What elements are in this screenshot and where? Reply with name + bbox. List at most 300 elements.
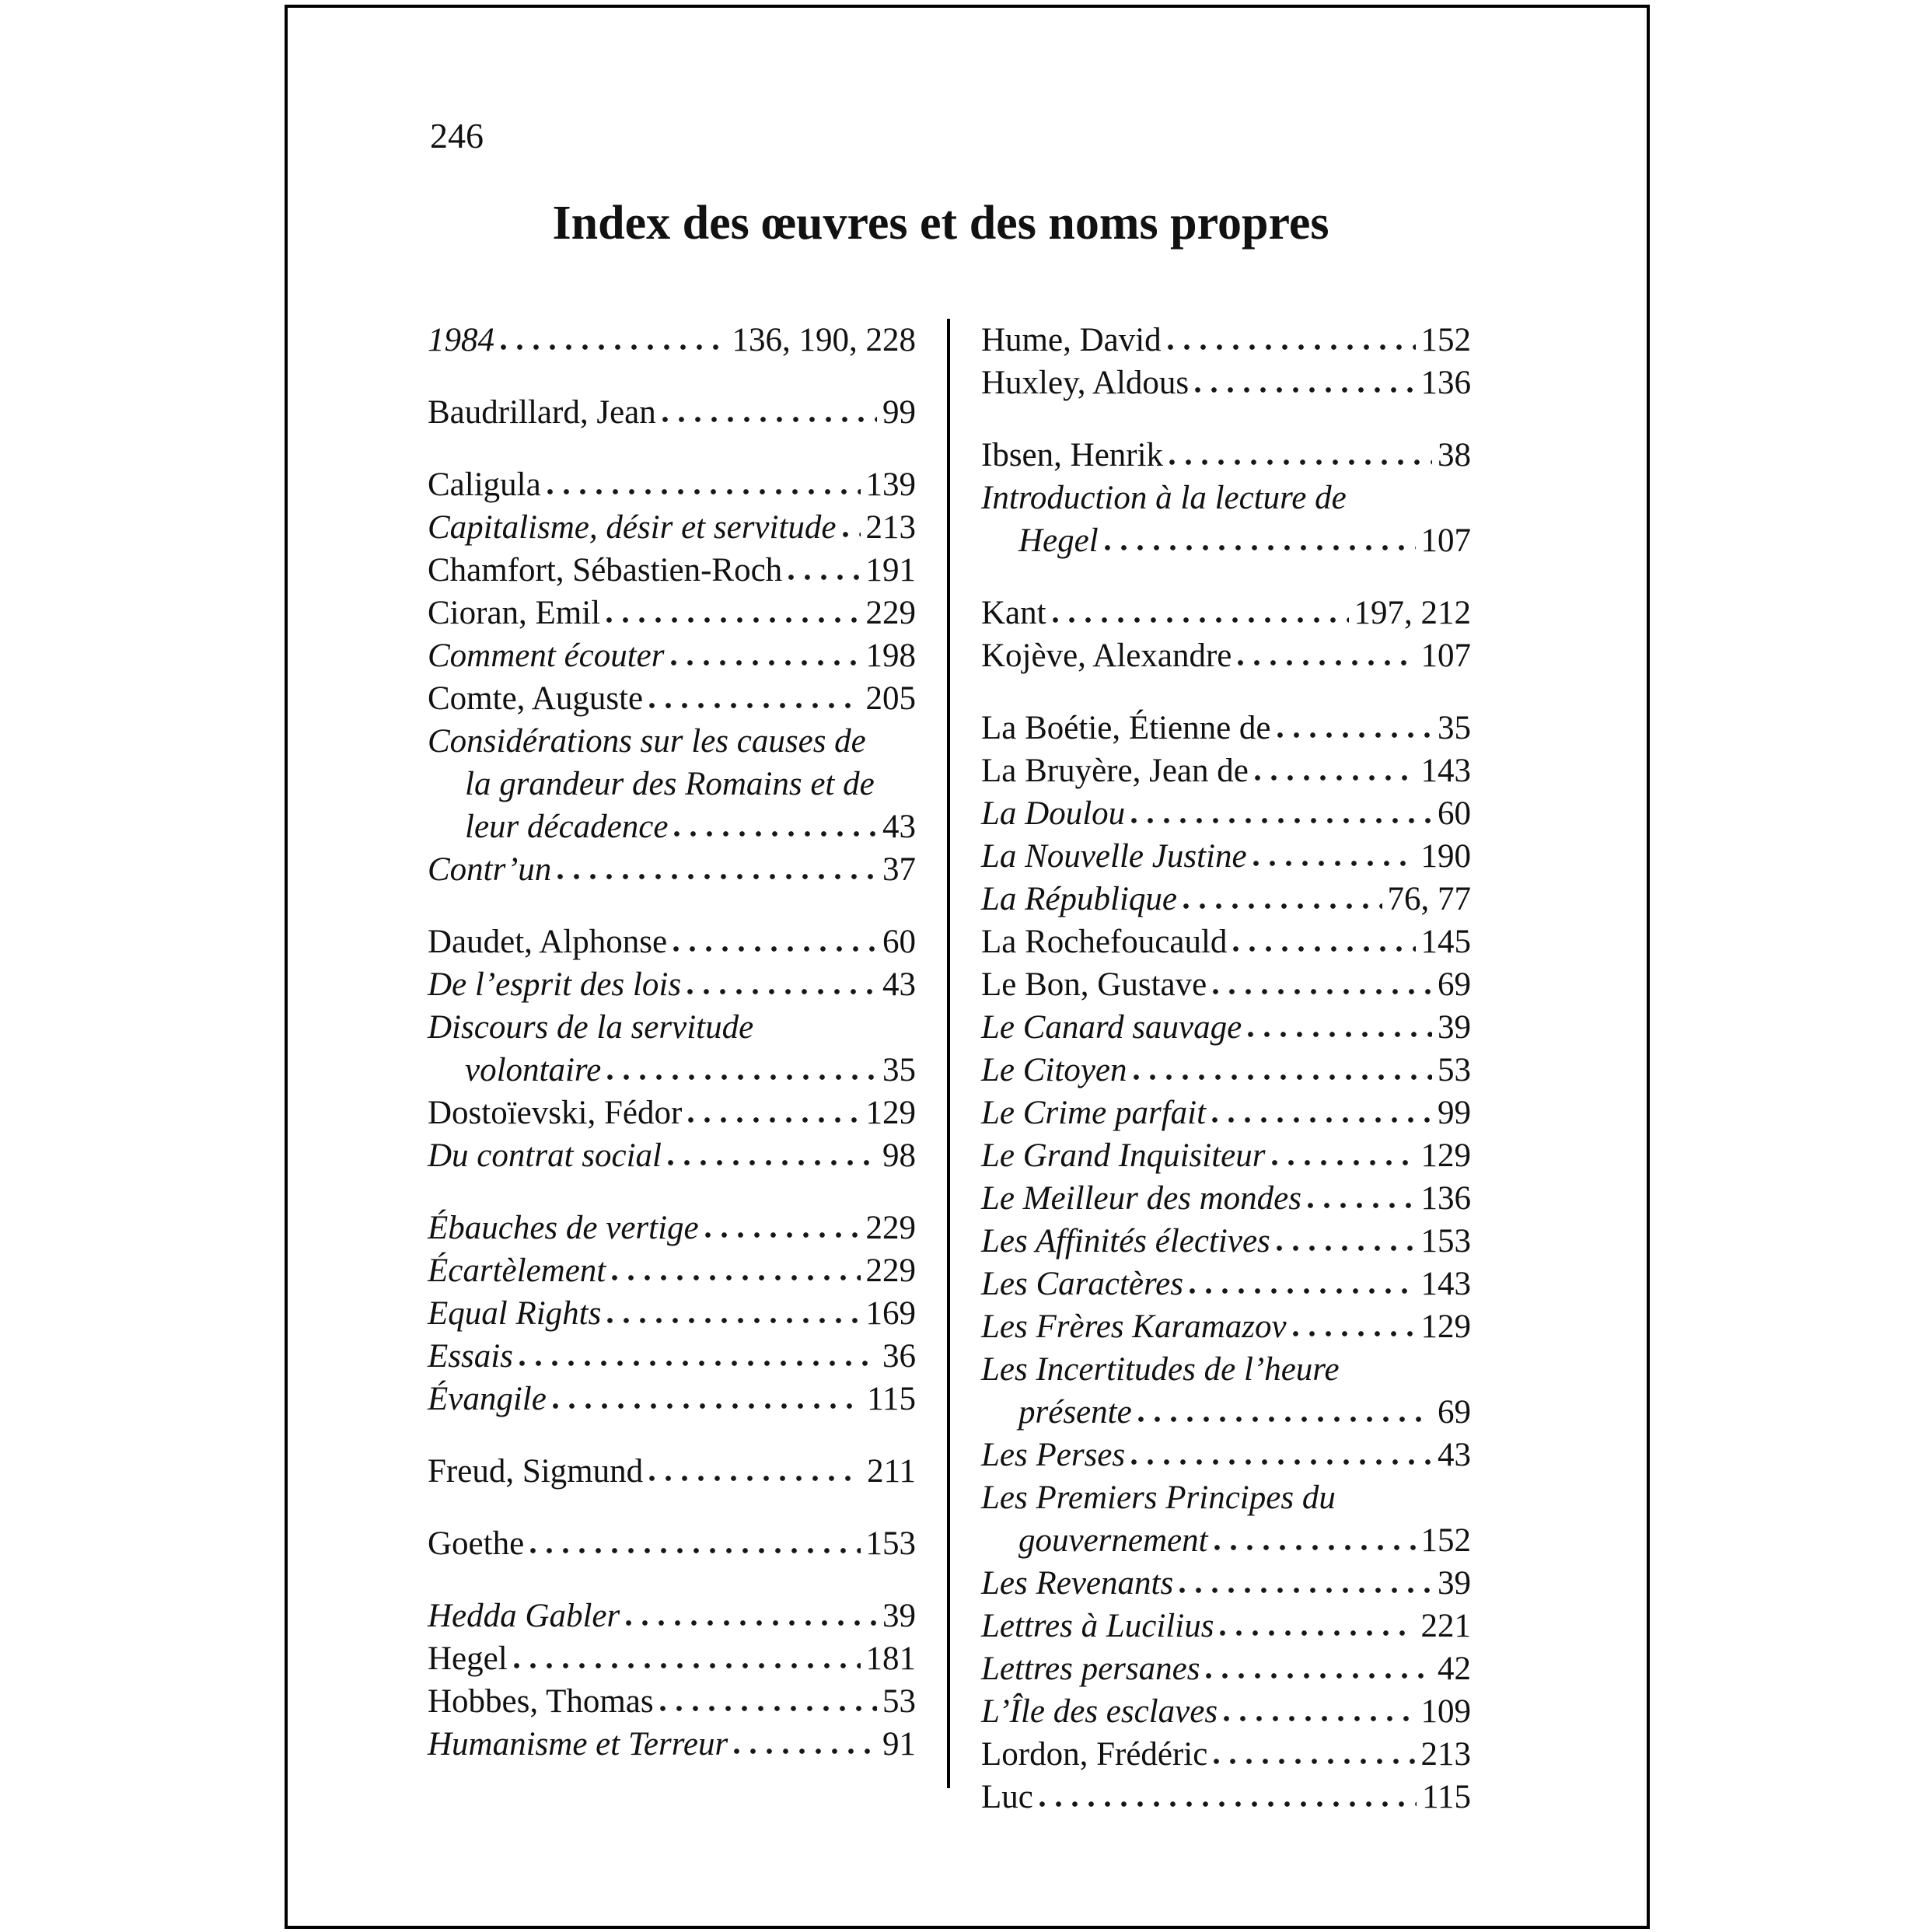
page-reference: 169 [865,1295,916,1332]
index-group [981,434,1471,562]
index-entry-line [981,792,1471,835]
index-entry-text: Kant [981,595,1046,631]
dot-leader [500,344,727,351]
index-entry [981,1476,1471,1562]
index-entry-line [428,1049,916,1092]
page-reference: 190 [1420,838,1471,875]
dot-leader [1167,344,1416,351]
index-entry [981,477,1471,562]
page-reference: 205 [865,680,916,717]
dot-leader [673,830,877,837]
index-entry [428,1092,916,1134]
dot-leader [1169,459,1432,466]
index-entry-line [428,1723,916,1766]
index-entry-line [428,463,916,506]
page-reference: 143 [1420,1266,1471,1302]
index-entry [428,1006,916,1092]
column-divider-rule [947,319,950,1788]
index-entry-line [428,1292,916,1335]
dot-leader [648,702,860,709]
index-entry [428,1637,916,1680]
dot-leader [1271,1159,1416,1166]
dot-leader [1277,732,1432,739]
index-entry [428,463,916,506]
index-entry [428,848,916,891]
page-reference: 69 [1438,966,1471,1003]
dot-leader [547,488,861,495]
index-entry-text: La République [981,881,1177,917]
index-entry-text: L’Île des esclaves [981,1693,1218,1730]
dot-leader [606,617,860,624]
page-reference: 39 [1438,1009,1471,1046]
page-reference: 229 [865,1210,916,1246]
index-entry-text: Les Perses [981,1437,1126,1473]
index-entry-text: gouvernement [1018,1522,1208,1559]
index-entry-text: Les Frères Karamazov [981,1308,1287,1345]
dot-leader [1223,1715,1415,1722]
dot-leader [1252,860,1416,867]
index-entry-line [981,1733,1471,1776]
index-entry-text: De l’esprit des lois [428,966,682,1003]
dot-leader [667,1159,877,1166]
index-entry-line [981,1647,1471,1690]
dot-leader [1276,1245,1416,1252]
index-entry [428,963,916,1006]
page-number: 246 [430,116,484,155]
index-entry-line [981,319,1471,362]
page-reference: 136 [1420,365,1471,401]
index-entry-text: Écartèlement [428,1252,606,1289]
index-entry-text: Du contrat social [428,1137,662,1174]
index-entry [981,1092,1471,1134]
index-entry-line [981,878,1471,921]
dot-leader [659,1705,877,1712]
index-entry-text: Lettres à Lucilius [981,1608,1214,1644]
page-reference: 38 [1438,437,1471,473]
index-entry [981,963,1471,1006]
index-entry-line [428,592,916,634]
page-reference: 129 [865,1095,916,1131]
index-entry-line [981,634,1471,677]
index-entry-text: Humanisme et Terreur [428,1726,728,1763]
index-entry-line [428,391,916,434]
page-reference: 213 [1420,1736,1471,1773]
dot-leader [606,1317,860,1324]
index-entry-line: la grandeur des Romains et de [465,766,875,802]
dot-leader [1137,1416,1432,1423]
index-entry-line [428,506,916,549]
index-entry-line [981,1562,1471,1605]
index-entry-line [428,1378,916,1420]
page-reference: 221 [1420,1608,1471,1644]
index-entry-line [428,1335,916,1378]
index-entry-line [981,749,1471,792]
index-entry [428,1292,916,1335]
index-group [428,1522,916,1565]
page-reference: 129 [1420,1308,1471,1345]
index-entry-line [428,921,916,963]
index-entry-text: Le Canard sauvage [981,1009,1242,1046]
index-entry-line [981,1391,1471,1434]
index-entry [428,319,916,362]
index-entry-line [428,848,916,891]
page-reference: 35 [882,1052,916,1088]
dot-leader [704,1232,861,1239]
index-entry-line [428,319,916,362]
page-reference: 129 [1420,1137,1471,1174]
index-entry [428,1450,916,1493]
index-entry [428,391,916,434]
dot-leader [1232,945,1415,952]
index-entry-line [428,1680,916,1723]
index-entry-text: Les Affinités électives [981,1223,1270,1259]
index-entry-line: Introduction à la lecture de [981,480,1347,516]
dot-leader [1133,1074,1433,1081]
index-entry-line [428,1249,916,1292]
dot-leader [1189,1287,1416,1294]
index-entry-line [428,1637,916,1680]
index-entry [981,878,1471,921]
index-entry-line [981,1177,1471,1220]
index-entry [428,720,916,848]
index-entry [981,592,1471,634]
page-reference: 91 [882,1726,916,1763]
dot-leader [1214,1544,1416,1551]
page-reference: 76, 77 [1387,881,1471,917]
page-reference: 39 [882,1598,916,1634]
index-entry-line [428,1207,916,1249]
index-entry [981,921,1471,963]
page-reference: 36 [882,1338,916,1375]
dot-leader [611,1274,860,1281]
index-group [428,1450,916,1493]
page-reference: 37 [882,851,916,888]
dot-leader [687,988,877,995]
dot-leader [519,1360,877,1367]
page-reference: 153 [1420,1223,1471,1259]
page-reference: 211 [867,1453,916,1490]
index-entry-line [981,592,1471,634]
index-entry-text: Le Crime parfait [981,1095,1207,1131]
index-entry [428,1378,916,1420]
index-entry [981,634,1471,677]
index-entry-line [981,1605,1471,1647]
index-entry-line [981,1220,1471,1263]
page-reference: 143 [1420,753,1471,789]
index-entry-line [981,519,1471,562]
index-entry-line [981,835,1471,878]
page-reference: 39 [1438,1565,1471,1602]
page-reference: 42 [1438,1651,1471,1687]
index-entry [981,1562,1471,1605]
index-entry [981,1348,1471,1434]
index-entry-line [428,805,916,848]
index-entry-text: volontaire [465,1052,602,1088]
index-entry-line: Les Premiers Principes du [981,1480,1336,1516]
page-reference: 152 [1420,1522,1471,1559]
index-entry-text: Hegel [428,1640,508,1677]
index-group [428,1207,916,1420]
page-reference: 53 [882,1683,916,1720]
index-entry-text: Comment écouter [428,638,665,674]
index-entry-line [981,1434,1471,1476]
index-entry-text: Hume, David [981,322,1162,358]
index-entry-line [428,1522,916,1565]
index-group [428,319,916,362]
index-entry [428,1723,916,1766]
index-entry-text: Essais [428,1338,513,1375]
index-entry [981,1647,1471,1690]
page-reference: 115 [867,1381,916,1417]
index-group [428,391,916,434]
index-entry-text: Lordon, Frédéric [981,1736,1208,1773]
index-group [428,921,916,1177]
index-entry [981,1177,1471,1220]
page-reference: 136, 190, 228 [732,322,916,358]
index-entry-line [981,1092,1471,1134]
index-entry [981,1006,1471,1049]
index-entry-line: Discours de la servitude [428,1009,754,1046]
index-entry [428,634,916,677]
index-entry [428,1335,916,1378]
index-entry-text: Daudet, Alphonse [428,924,668,960]
dot-leader [788,574,860,581]
page-reference: 152 [1420,322,1471,358]
dot-leader [1130,817,1432,824]
index-entry-text: Le Meilleur des mondes [981,1180,1302,1217]
index-entry [981,749,1471,792]
index-column-right [981,319,1471,1818]
dot-leader [529,1547,860,1554]
page-reference: 139 [865,466,916,503]
dot-leader [1183,903,1382,910]
index-entry-text: Le Bon, Gustave [981,966,1207,1003]
index-entry [981,707,1471,749]
index-column-left [428,319,916,1766]
index-entry-text: Chamfort, Sébastien-Roch [428,552,783,589]
index-entry [981,792,1471,835]
index-entry [428,1680,916,1723]
index-entry [428,1249,916,1292]
index-entry-text: Hegel [1018,522,1099,559]
index-entry-text: Dostoïevski, Fédor [428,1095,683,1131]
dot-leader [1179,1587,1432,1594]
dot-leader [687,1116,860,1123]
page-reference: 60 [1438,795,1471,832]
index-entry-line [428,963,916,1006]
index-entry-line [428,1450,916,1493]
index-entry-line [428,1134,916,1177]
page-reference: 197, 212 [1354,595,1471,631]
index-entry-line [981,362,1471,404]
index-group [981,319,1471,404]
page-reference: 43 [882,966,916,1003]
index-entry [428,1595,916,1637]
dot-leader [1052,617,1349,624]
index-entry [981,1305,1471,1348]
index-entry-text: présente [1018,1394,1132,1431]
index-entry-text: Les Caractères [981,1266,1183,1302]
index-entry-line [981,1006,1471,1049]
dot-leader [625,1619,877,1626]
index-entry [981,1733,1471,1776]
index-entry [981,1134,1471,1177]
index-entry [981,362,1471,404]
page-reference: 98 [882,1137,916,1174]
index-entry-line [428,634,916,677]
index-group [981,592,1471,677]
index-entry [981,835,1471,878]
dot-leader [1211,1116,1432,1123]
index-entry-line [981,921,1471,963]
index-entry-line [981,963,1471,1006]
dot-leader [1237,659,1415,666]
index-entry-text: Freud, Sigmund [428,1453,644,1490]
index-entry-line [981,1049,1471,1092]
page-reference: 229 [865,595,916,631]
index-entry [981,434,1471,477]
index-entry-text: La Boétie, Étienne de [981,710,1271,746]
dot-leader [513,1662,861,1669]
page-reference: 60 [882,924,916,960]
index-entry-line [981,707,1471,749]
book-page [285,5,1650,1929]
page-reference: 99 [1438,1095,1471,1131]
page-reference: 35 [1438,710,1471,746]
index-entry [428,1207,916,1249]
index-entry-line [981,1519,1471,1562]
index-entry-line [428,549,916,592]
index-entry-text: Hedda Gabler [428,1598,620,1634]
index-entry [428,1134,916,1177]
page-reference: 99 [882,394,916,431]
index-entry-text: La Doulou [981,795,1126,832]
index-entry-text: Lettres persanes [981,1651,1200,1687]
dot-leader [733,1748,877,1755]
dot-leader [606,1074,877,1081]
index-entry [981,319,1471,362]
index-entry-line: Les Incertitudes de l’heure [981,1351,1340,1388]
index-entry [428,592,916,634]
index-entry-text: Caligula [428,466,541,503]
page-reference: 107 [1420,638,1471,674]
dot-leader [1205,1672,1432,1679]
page-reference: 69 [1438,1394,1471,1431]
index-entry-text: 1984 [428,322,494,358]
index-entry-text: Évangile [428,1381,547,1417]
index-entry [981,1776,1471,1818]
index-entry-text: Contr’un [428,851,552,888]
index-entry-line [428,1092,916,1134]
index-entry-line [428,677,916,720]
index-entry [981,1605,1471,1647]
dot-leader [673,945,877,952]
index-entry [428,921,916,963]
dot-leader [552,1403,861,1410]
index-entry-text: Les Revenants [981,1565,1174,1602]
page-reference: 181 [865,1640,916,1677]
page-reference: 229 [865,1252,916,1289]
dot-leader [1212,988,1432,995]
dot-leader [1247,1031,1432,1038]
page-reference: 53 [1438,1052,1471,1088]
index-entry-text: Comte, Auguste [428,680,644,717]
index-entry [981,1049,1471,1092]
page-reference: 191 [865,552,916,589]
page-title: Index des œuvres et des noms propres [552,197,1329,250]
dot-leader [1213,1758,1415,1765]
index-entry-text: Kojève, Alexandre [981,638,1232,674]
page-reference: 115 [1422,1779,1471,1815]
index-entry-text: Equal Rights [428,1295,602,1332]
index-entry-text: leur décadence [465,809,669,845]
dot-leader [1307,1202,1415,1209]
index-entry-text: Baudrillard, Jean [428,394,656,431]
index-entry-text: Le Citoyen [981,1052,1127,1088]
index-entry-text: Cioran, Emil [428,595,601,631]
page-reference: 213 [865,509,916,546]
page-reference: 136 [1420,1180,1471,1217]
index-entry-line [981,1134,1471,1177]
index-entry-text: Capitalisme, désir et servitude [428,509,837,546]
index-entry-line [981,1305,1471,1348]
dot-leader [670,659,861,666]
index-group [981,707,1471,1818]
index-entry-line [981,1263,1471,1305]
index-entry [981,1220,1471,1263]
page-reference: 145 [1420,924,1471,960]
index-entry [428,677,916,720]
page-reference: 43 [882,809,916,845]
page-reference: 107 [1420,522,1471,559]
page-reference: 109 [1420,1693,1471,1730]
index-entry-text: Huxley, Aldous [981,365,1190,401]
index-entry-text: Le Grand Inquisiteur [981,1137,1266,1174]
dot-leader [1194,386,1415,393]
index-entry-line [428,1595,916,1637]
page-reference: 198 [865,638,916,674]
dot-leader [1130,1459,1432,1466]
index-entry-text: La Bruyère, Jean de [981,753,1249,789]
index-entry [428,506,916,549]
index-entry-text: La Nouvelle Justine [981,838,1247,875]
index-entry-line: Considérations sur les causes de [428,723,866,760]
dot-leader [842,531,861,538]
index-entry [981,1263,1471,1305]
index-entry-text: Luc [981,1779,1033,1815]
dot-leader [1104,544,1416,551]
dot-leader [1254,774,1416,781]
index-entry [981,1690,1471,1733]
index-entry-line [981,434,1471,477]
dot-leader [662,416,877,423]
dot-leader [1039,1801,1417,1808]
index-entry [428,549,916,592]
index-entry-line [981,1776,1471,1818]
page-reference: 43 [1438,1437,1471,1473]
index-entry-line [981,1690,1471,1733]
index-entry [428,1522,916,1565]
page-reference: 153 [865,1525,916,1562]
index-entry-text: Hobbes, Thomas [428,1683,654,1720]
index-group [428,1595,916,1766]
index-group [428,463,916,891]
index-entry-text: Ibsen, Henrik [981,437,1164,473]
dot-leader [648,1475,861,1482]
index-entry-text: Goethe [428,1525,525,1562]
dot-leader [557,873,877,880]
dot-leader [1292,1330,1416,1337]
